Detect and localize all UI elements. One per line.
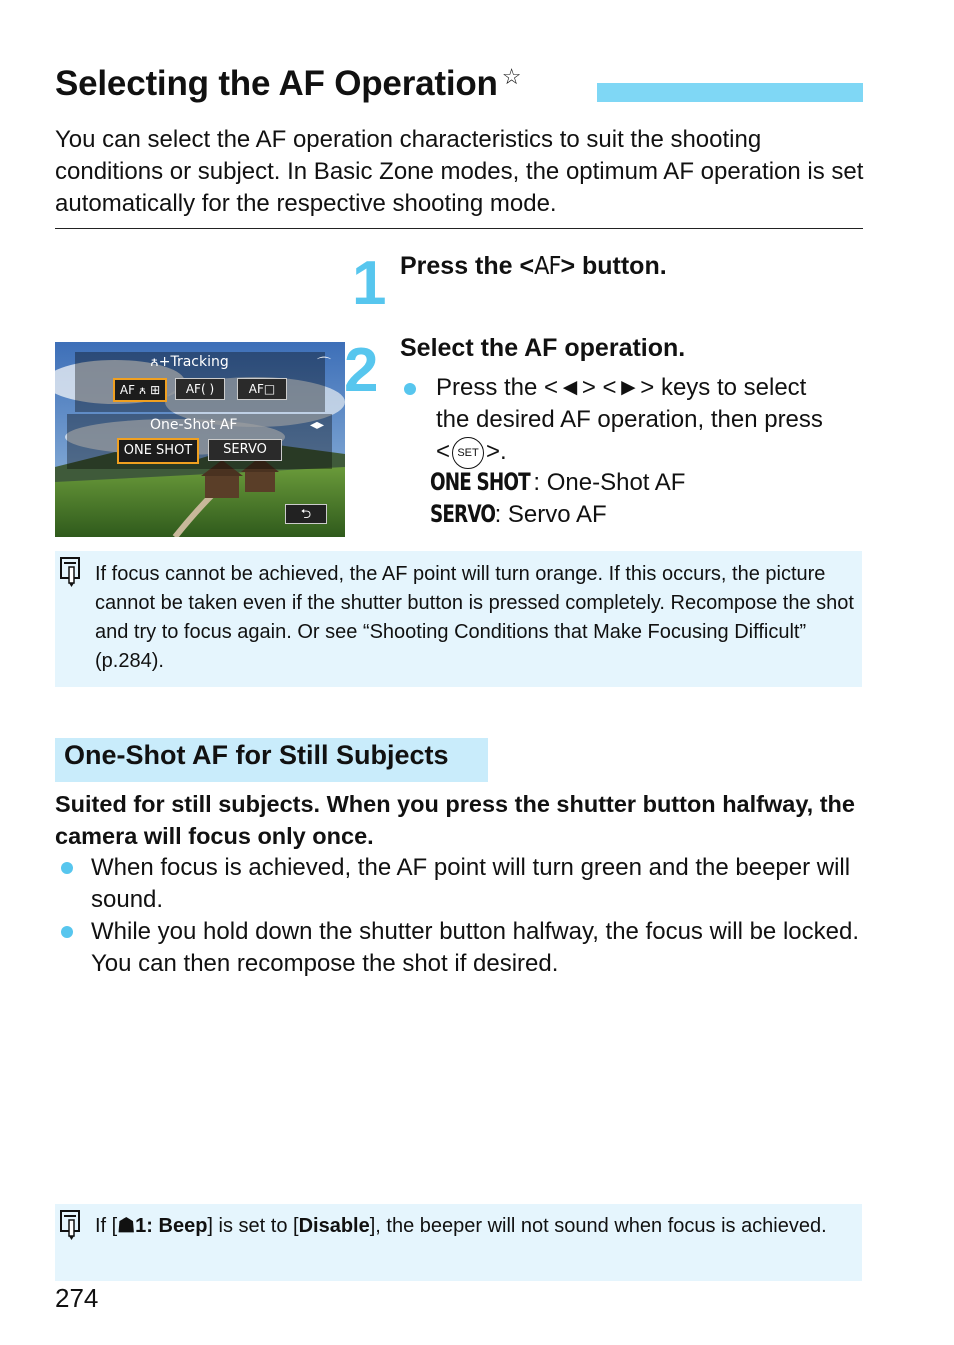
note-1-text: If focus cannot be achieved, the AF point will turn orange. If this occurs, the picture cannot be taken even if the shutter button is pressed completely. Recompose the shot and try to focus again. Or see “Shooting Conditions that Make Focusing Difficult” (p.284). <box>95 563 854 672</box>
advanced-star-icon: ☆ <box>501 64 522 89</box>
step-1-title <box>400 251 667 281</box>
title-accent-bar <box>597 83 863 102</box>
servo-desc: : Servo AF <box>494 501 607 528</box>
bullet-icon <box>404 383 416 395</box>
intro-paragraph: You can select the AF operation characteristics to suit the shooting conditions or subject. In Basic Zone modes, the optimum AF operation is set automatically for the respective shooting mode. <box>55 126 864 217</box>
page-title-text: Selecting the AF Operation <box>55 64 498 103</box>
divider <box>55 228 863 229</box>
menu-item-beep: 1: Beep <box>135 1215 208 1237</box>
page-title <box>55 64 521 104</box>
section-heading: One-Shot AF for Still Subjects <box>64 740 449 770</box>
step-2-title: Select the AF operation. <box>400 334 686 362</box>
screen-af-zone-button[interactable]: AF( ) <box>175 378 225 400</box>
screen-af-single-button[interactable]: AF□ <box>237 378 287 400</box>
step-1-prefix: Press the < <box>400 252 535 280</box>
menu-value-disable: Disable <box>298 1215 370 1237</box>
option-one-shot <box>430 468 685 497</box>
note-box-beep <box>55 1204 862 1281</box>
set-button-icon: SET <box>452 437 484 469</box>
screen-tracking-label: ꙉ+Tracking <box>150 354 229 370</box>
screen-one-shot-button[interactable]: ONE SHOT <box>117 438 199 464</box>
section-lead: Suited for still subjects. When you press the shutter button halfway, the camera will focus only once. <box>55 791 855 849</box>
screen-mode-arrows-icon: ◂▸ <box>310 416 325 432</box>
note-2-text <box>95 1212 855 1241</box>
step-2-line-3 <box>436 436 866 469</box>
screen-return-icon[interactable]: ⮌ <box>285 504 327 524</box>
note-box-focus <box>55 551 862 687</box>
bullet-icon <box>61 862 73 874</box>
page-number: 274 <box>55 1283 99 1313</box>
option-servo <box>430 500 607 529</box>
bullet-icon <box>61 926 73 938</box>
camera-screen-image <box>55 342 345 537</box>
note-2-prefix: If [ <box>95 1215 118 1237</box>
step-1-suffix: > button. <box>560 252 667 280</box>
note-pencil-icon <box>60 557 80 587</box>
screen-mode-label: One-Shot AF <box>150 417 238 433</box>
step-1-number: 1 <box>352 249 387 318</box>
section-bullet-1: When focus is achieved, the AF point will turn green and the beeper will sound. <box>91 854 851 913</box>
note-2-middle: ] is set to [ <box>207 1215 299 1237</box>
step-2-line-1: Press the <◄> <►> keys to select <box>436 374 807 401</box>
note-pencil-icon <box>60 1210 80 1240</box>
step-2-instructions <box>436 372 866 469</box>
section-bullet-2: While you hold down the shutter button halfway, the focus will be locked. You can then recompose the shot if desired. <box>91 918 859 977</box>
step-2-line-2: the desired AF operation, then press <box>436 406 823 433</box>
camera-menu-icon: ☗ <box>117 1215 136 1237</box>
one-shot-desc: : One-Shot AF <box>533 469 686 496</box>
step-2-line-3-prefix: < <box>436 438 451 465</box>
af-button-icon: AF <box>534 251 561 280</box>
servo-label: SERVO <box>430 500 496 528</box>
screen-servo-button[interactable]: SERVO <box>208 439 282 461</box>
screen-af-face-tracking-button[interactable]: AF ꙉ ⊞ <box>113 378 167 402</box>
one-shot-label: ONE SHOT <box>430 468 530 496</box>
step-2-number: 2 <box>344 336 379 405</box>
step-2-line-3-suffix: >. <box>486 438 507 465</box>
note-2-suffix: ], the beeper will not sound when focus is achieved. <box>369 1215 827 1237</box>
screen-q-icon: ⌒ <box>317 356 331 372</box>
